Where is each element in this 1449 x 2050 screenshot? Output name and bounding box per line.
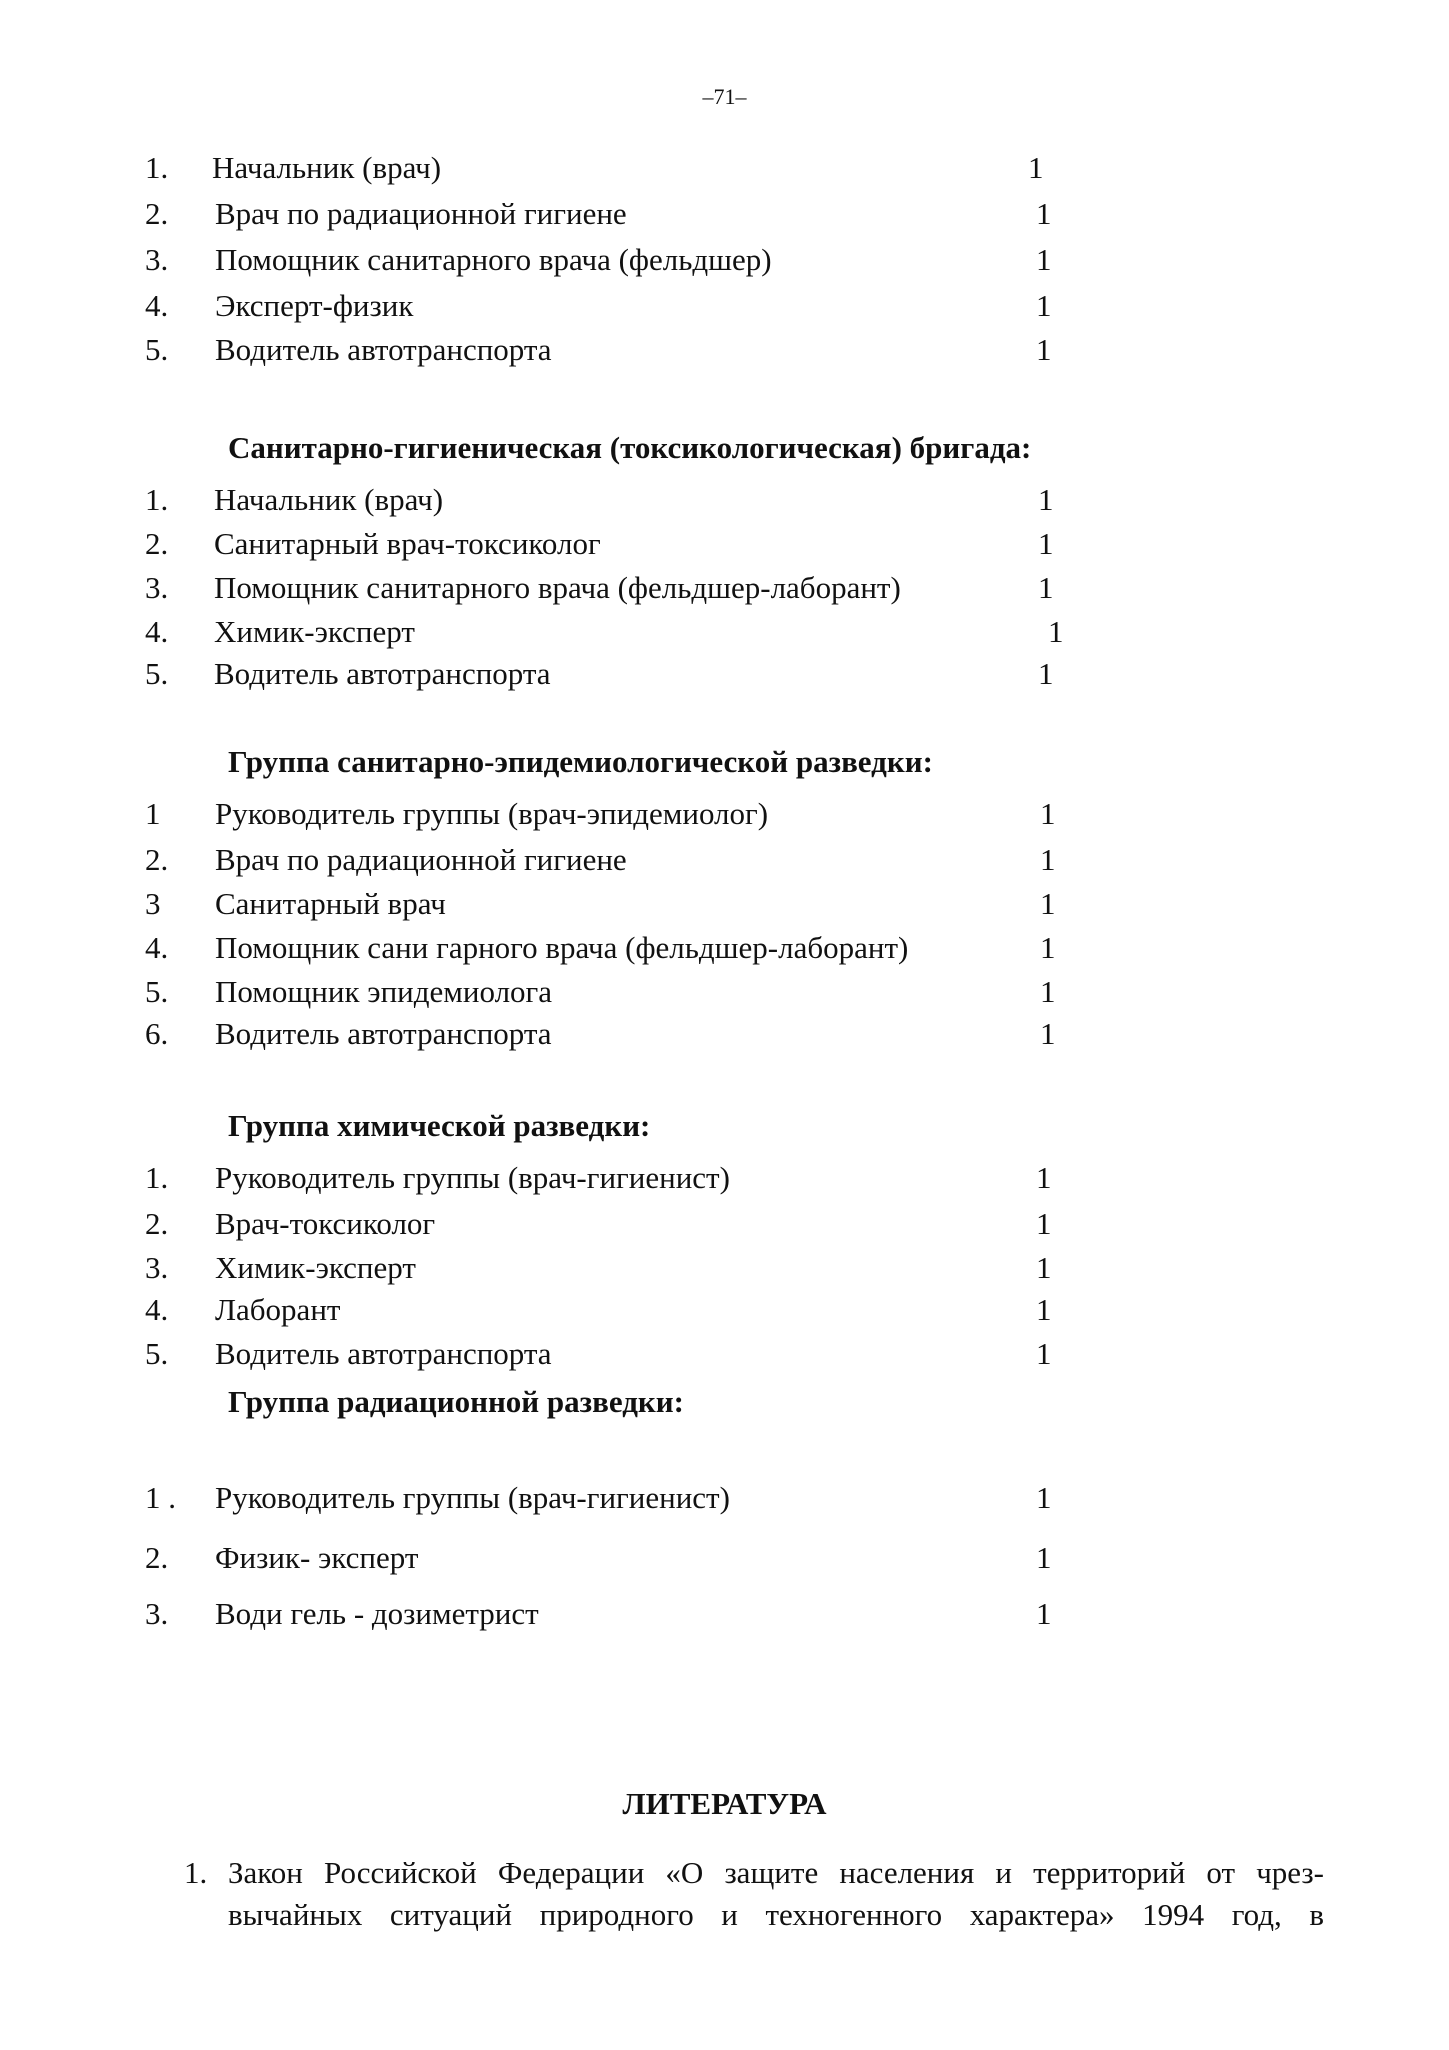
item-position: Водитель автотранспорта: [215, 332, 552, 367]
item-position: Водитель автотранспорта: [214, 656, 551, 691]
item-number: 6.: [145, 1016, 169, 1051]
item-count: 1: [1036, 1250, 1052, 1285]
item-position: Физик- эксперт: [215, 1540, 419, 1575]
item-count: 1: [1036, 1292, 1052, 1327]
item-number: 2.: [145, 526, 169, 561]
item-number: 1.: [145, 1160, 169, 1195]
item-position: Лаборант: [215, 1292, 341, 1327]
item-number: 2.: [145, 196, 169, 231]
item-number: 1.: [145, 150, 169, 185]
item-count: 1: [1036, 196, 1052, 231]
item-count: 1: [1036, 1480, 1052, 1515]
item-count: 1: [1038, 482, 1054, 517]
item-number: 3.: [145, 242, 169, 277]
item-position: Водитель автотранспорта: [215, 1016, 552, 1051]
item-count: 1: [1036, 1596, 1052, 1631]
section-heading: Группа химической разведки:: [228, 1108, 651, 1143]
item-number: 4.: [145, 288, 169, 323]
item-number: 5.: [145, 1336, 169, 1371]
page-number: –71–: [702, 84, 747, 109]
item-number: 3.: [145, 570, 169, 605]
item-number: 1: [145, 796, 161, 831]
item-count: 1: [1040, 886, 1056, 921]
item-count: 1: [1036, 1160, 1052, 1195]
item-number: 4.: [145, 1292, 169, 1327]
item-number: 3.: [145, 1596, 169, 1631]
item-count: 1: [1040, 974, 1056, 1009]
item-count: 1: [1038, 656, 1054, 691]
item-count: 1: [1036, 242, 1052, 277]
section-heading: Группа санитарно-эпидемиологической разведки:: [228, 744, 933, 779]
item-position: Санитарный врач: [215, 886, 446, 921]
item-position: Помощник санитарного врача (фельдшер-лаборант): [214, 570, 901, 605]
item-position: Руководитель группы (врач-гигиенист): [215, 1480, 730, 1515]
item-count: 1: [1036, 288, 1052, 323]
item-number: 5.: [145, 332, 169, 367]
item-number: 1.: [145, 482, 169, 517]
item-position: Врач по радиационной гигиене: [215, 196, 627, 231]
item-position: Эксперт-физик: [215, 288, 414, 323]
item-count: 1: [1038, 526, 1054, 561]
item-position: Врач по радиационной гигиене: [215, 842, 627, 877]
item-position: Руководитель группы (врач-эпидемиолог): [215, 796, 769, 831]
item-count: 1: [1040, 1016, 1056, 1051]
section-heading: Санитарно-гигиеническая (токсикологическая) бригада:: [228, 430, 1032, 465]
item-number: 5.: [145, 974, 169, 1009]
literature-title: ЛИТЕРАТУРА: [622, 1786, 827, 1821]
item-count: 1: [1048, 614, 1064, 649]
item-count: 1: [1028, 150, 1044, 185]
item-position: Санитарный врач-токсиколог: [214, 526, 601, 561]
section-heading: Группа радиационной разведки:: [228, 1384, 684, 1419]
item-number: 4.: [145, 614, 169, 649]
item-count: 1: [1036, 1540, 1052, 1575]
reference-line-1: Закон Российской Федерации «О защите населения и территорий от чрез-: [228, 1855, 1324, 1890]
item-position: Химик-эксперт: [214, 614, 415, 649]
reference-line-2: вычайных ситуаций природного и техногенного характера» 1994 год, в: [228, 1897, 1324, 1932]
item-position: Водитель автотранспорта: [215, 1336, 552, 1371]
item-position: Помощник сани гарного врача (фельдшер-лаборант): [215, 930, 909, 965]
item-count: 1: [1038, 570, 1054, 605]
item-count: 1: [1036, 1336, 1052, 1371]
item-number: 3: [145, 886, 161, 921]
item-number: 3.: [145, 1250, 169, 1285]
item-position: Помощник эпидемиолога: [215, 974, 553, 1009]
reference-number: 1.: [184, 1855, 208, 1890]
item-number: 2.: [145, 842, 169, 877]
item-number: 1 .: [145, 1480, 176, 1515]
item-number: 4.: [145, 930, 169, 965]
item-count: 1: [1036, 332, 1052, 367]
item-position: Помощник санитарного врача (фельдшер): [215, 242, 772, 277]
item-count: 1: [1036, 1206, 1052, 1241]
item-position: Руководитель группы (врач-гигиенист): [215, 1160, 730, 1195]
item-position: Начальник (врач): [214, 482, 444, 517]
item-position: Химик-эксперт: [215, 1250, 416, 1285]
item-number: 2.: [145, 1540, 169, 1575]
item-position: Начальник (врач): [212, 150, 442, 185]
item-count: 1: [1040, 796, 1056, 831]
item-number: 5.: [145, 656, 169, 691]
item-count: 1: [1040, 930, 1056, 965]
item-position: Води гель - дозиметрист: [215, 1596, 539, 1631]
item-count: 1: [1040, 842, 1056, 877]
item-number: 2.: [145, 1206, 169, 1241]
item-position: Врач-токсиколог: [215, 1206, 436, 1241]
